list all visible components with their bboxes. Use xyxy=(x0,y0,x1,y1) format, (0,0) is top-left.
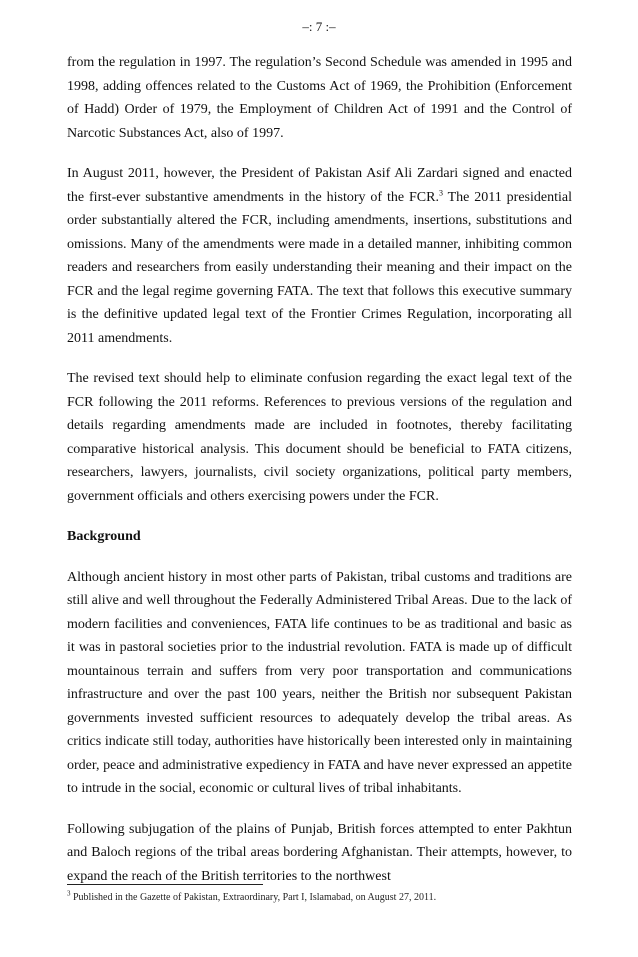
paragraph-background: Although ancient history in most other parts of Pakistan, tribal customs and traditions are still alive and well throughout the Federally Administered Tribal Areas. Due to the lack of modern facilities and conveniences, FATA life continues to be as traditional and basic as it was in pastoral societies prior to the industrial revolution. FATA is made up of difficult mountainous terrain and suffers from very poor transportation and communications infrastructure and over the past 100 years, neither the British nor subsequent Pakistan governments invested sufficient resources to adequately develop the tribal areas. As critics indicate still today, authorities have historically been interested only in maintaining order, peace and administrative expediency in FATA and have never expressed an appetite to intrude in the social, economic or cultural lives of tribal inhabitants. xyxy=(67,569,572,796)
section-heading-background: Background xyxy=(67,529,141,544)
footnote-text: Published in the Gazette of Pakistan, Extraordinary, Part I, Islamabad, on August 27, 2011. xyxy=(70,892,437,903)
paragraph-2011-amendments xyxy=(67,162,572,350)
page-body xyxy=(67,51,572,905)
paragraph-regulation-history: from the regulation in 1997. The regulation’s Second Schedule was amended in 1995 and 1998, adding offences related to the Customs Act of 1969, the Prohibition (Enforcement of Hadd) Order of 1979, the Employment of Children Act of 1991 and the Control of Narcotic Substances Act, also of 1997. xyxy=(67,55,572,141)
amendments-text-after-ref: The 2011 presidential order substantially altered the FCR, including amendments, insertions, substitutions and omissions. Many of the amendments were made in a detailed manner, inhibiting common readers and researchers from easily understanding their meaning and their impact on the FCR and the legal regime governing FATA. The text that follows this executive summary is the definitive updated legal text of the Frontier Crimes Regulation, incorporating all 2011 amendments. xyxy=(67,189,572,346)
footnote xyxy=(67,891,572,904)
footnote-divider xyxy=(67,884,263,885)
amendments-text-before-ref: In August 2011, however, the President of Pakistan Asif Ali Zardari signed and enacted the first-ever substantive amendments in the history of the FCR. xyxy=(67,166,572,205)
paragraph-revised-text: The revised text should help to eliminate confusion regarding the exact legal text of the FCR following the 2011 reforms. References to previous versions of the regulation and details regarding amendments made are included in footnotes, thereby facilitating comparative historical analysis. This document should be beneficial to FATA citizens, researchers, lawyers, journalists, civil society organizations, political party members, government officials and others exercising powers under the FCR. xyxy=(67,371,572,504)
footnote-reference[interactable]: 3 xyxy=(438,187,443,197)
footnote-number: 3 xyxy=(67,889,71,898)
page-number: –: 7 :– xyxy=(302,19,336,34)
paragraph-subjugation: Following subjugation of the plains of Punjab, British forces attempted to enter Pakhtun and Baloch regions of the tribal areas bordering Afghanistan. Their attempts, however, to expand the reach of the British territories to the northwest xyxy=(67,821,572,884)
